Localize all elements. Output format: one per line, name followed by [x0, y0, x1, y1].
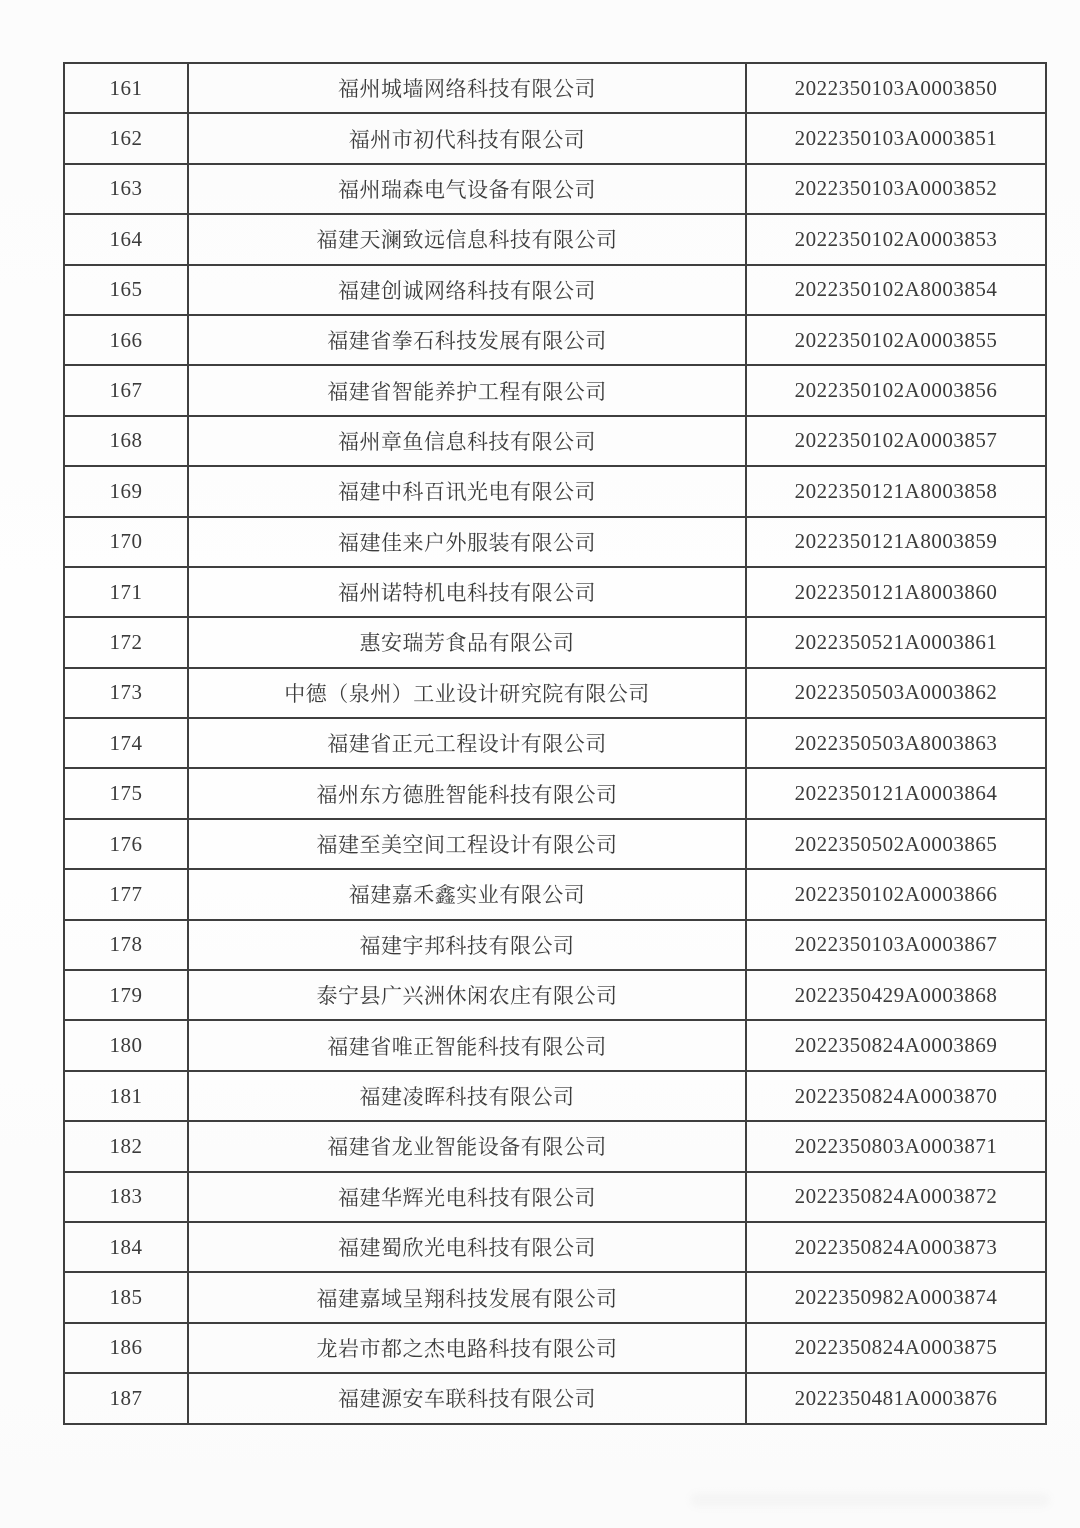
table-row — [64, 1020, 1046, 1070]
table-row — [64, 1373, 1046, 1423]
table-row — [64, 214, 1046, 264]
table-row — [64, 1172, 1046, 1222]
registration-code-cell: 2022350103A0003850 — [746, 63, 1046, 113]
row-index-cell: 180 — [64, 1020, 188, 1070]
row-index-cell: 161 — [64, 63, 188, 113]
registration-code-cell: 2022350521A0003861 — [746, 617, 1046, 667]
table-row — [64, 517, 1046, 567]
table-row — [64, 1121, 1046, 1171]
registration-code-cell: 2022350121A0003864 — [746, 768, 1046, 818]
row-index-cell: 162 — [64, 113, 188, 163]
row-index-cell: 164 — [64, 214, 188, 264]
registration-code-cell: 2022350103A0003867 — [746, 920, 1046, 970]
table-row — [64, 617, 1046, 667]
row-index-cell: 184 — [64, 1222, 188, 1272]
table-row — [64, 63, 1046, 113]
row-index-cell: 187 — [64, 1373, 188, 1423]
registration-code-cell: 2022350103A0003851 — [746, 113, 1046, 163]
row-index-cell: 182 — [64, 1121, 188, 1171]
registration-code-cell: 2022350102A8003854 — [746, 265, 1046, 315]
table-row — [64, 1071, 1046, 1121]
table-row — [64, 365, 1046, 415]
table-row — [64, 768, 1046, 818]
company-name-cell: 福州城墙网络科技有限公司 — [188, 63, 746, 113]
row-index-cell: 167 — [64, 365, 188, 415]
row-index-cell: 174 — [64, 718, 188, 768]
registration-code-cell: 2022350121A8003860 — [746, 567, 1046, 617]
row-index-cell: 173 — [64, 668, 188, 718]
row-index-cell: 183 — [64, 1172, 188, 1222]
company-registration-table — [63, 62, 1047, 1425]
row-index-cell: 172 — [64, 617, 188, 667]
company-name-cell: 福建省正元工程设计有限公司 — [188, 718, 746, 768]
registration-code-cell: 2022350121A8003859 — [746, 517, 1046, 567]
table-row — [64, 668, 1046, 718]
company-name-cell: 福州诺特机电科技有限公司 — [188, 567, 746, 617]
registration-code-cell: 2022350824A0003870 — [746, 1071, 1046, 1121]
table-row — [64, 164, 1046, 214]
company-name-cell: 福建省智能养护工程有限公司 — [188, 365, 746, 415]
company-name-cell: 福建天澜致远信息科技有限公司 — [188, 214, 746, 264]
company-name-cell: 福建创诚网络科技有限公司 — [188, 265, 746, 315]
registration-code-cell: 2022350102A0003856 — [746, 365, 1046, 415]
registration-code-cell: 2022350803A0003871 — [746, 1121, 1046, 1171]
row-index-cell: 175 — [64, 768, 188, 818]
table-row — [64, 1323, 1046, 1373]
company-name-cell: 福州市初代科技有限公司 — [188, 113, 746, 163]
company-name-cell: 福建中科百讯光电有限公司 — [188, 466, 746, 516]
registration-code-cell: 2022350102A0003857 — [746, 416, 1046, 466]
company-name-cell: 福建嘉域呈翔科技发展有限公司 — [188, 1272, 746, 1322]
row-index-cell: 178 — [64, 920, 188, 970]
registration-code-cell: 2022350502A0003865 — [746, 819, 1046, 869]
row-index-cell: 185 — [64, 1272, 188, 1322]
table-body — [64, 63, 1046, 1424]
table-row — [64, 920, 1046, 970]
table-row — [64, 1222, 1046, 1272]
table-row — [64, 265, 1046, 315]
registration-code-cell: 2022350824A0003872 — [746, 1172, 1046, 1222]
registration-code-cell: 2022350103A0003852 — [746, 164, 1046, 214]
company-name-cell: 福建佳来户外服装有限公司 — [188, 517, 746, 567]
registration-code-cell: 2022350121A8003858 — [746, 466, 1046, 516]
table-row — [64, 970, 1046, 1020]
company-name-cell: 福建凌晖科技有限公司 — [188, 1071, 746, 1121]
row-index-cell: 186 — [64, 1323, 188, 1373]
table-row — [64, 315, 1046, 365]
company-name-cell: 福州章鱼信息科技有限公司 — [188, 416, 746, 466]
row-index-cell: 166 — [64, 315, 188, 365]
company-name-cell: 福州瑞森电气设备有限公司 — [188, 164, 746, 214]
company-name-cell: 福建省拳石科技发展有限公司 — [188, 315, 746, 365]
table-row — [64, 819, 1046, 869]
company-name-cell: 泰宁县广兴洲休闲农庄有限公司 — [188, 970, 746, 1020]
row-index-cell: 177 — [64, 869, 188, 919]
table-row — [64, 113, 1046, 163]
company-name-cell: 福建蜀欣光电科技有限公司 — [188, 1222, 746, 1272]
row-index-cell: 169 — [64, 466, 188, 516]
company-name-cell: 龙岩市都之杰电路科技有限公司 — [188, 1323, 746, 1373]
registration-code-cell: 2022350102A0003853 — [746, 214, 1046, 264]
registration-code-cell: 2022350102A0003855 — [746, 315, 1046, 365]
company-name-cell: 福州东方德胜智能科技有限公司 — [188, 768, 746, 818]
table-row — [64, 567, 1046, 617]
registration-code-cell: 2022350481A0003876 — [746, 1373, 1046, 1423]
row-index-cell: 171 — [64, 567, 188, 617]
registration-code-cell: 2022350429A0003868 — [746, 970, 1046, 1020]
company-name-cell: 福建省龙业智能设备有限公司 — [188, 1121, 746, 1171]
company-name-cell: 福建嘉禾鑫实业有限公司 — [188, 869, 746, 919]
company-name-cell: 福建宇邦科技有限公司 — [188, 920, 746, 970]
registration-code-cell: 2022350102A0003866 — [746, 869, 1046, 919]
table-row — [64, 1272, 1046, 1322]
row-index-cell: 179 — [64, 970, 188, 1020]
registration-code-cell: 2022350824A0003869 — [746, 1020, 1046, 1070]
row-index-cell: 181 — [64, 1071, 188, 1121]
row-index-cell: 168 — [64, 416, 188, 466]
row-index-cell: 165 — [64, 265, 188, 315]
registration-code-cell: 2022350824A0003875 — [746, 1323, 1046, 1373]
table-row — [64, 718, 1046, 768]
company-name-cell: 中德（泉州）工业设计研究院有限公司 — [188, 668, 746, 718]
registration-code-cell: 2022350503A0003862 — [746, 668, 1046, 718]
row-index-cell: 163 — [64, 164, 188, 214]
table-row — [64, 869, 1046, 919]
row-index-cell: 176 — [64, 819, 188, 869]
company-name-cell: 福建至美空间工程设计有限公司 — [188, 819, 746, 869]
company-name-cell: 福建省唯正智能科技有限公司 — [188, 1020, 746, 1070]
registration-code-cell: 2022350503A8003863 — [746, 718, 1046, 768]
company-name-cell: 福建源安车联科技有限公司 — [188, 1373, 746, 1423]
table-row — [64, 466, 1046, 516]
row-index-cell: 170 — [64, 517, 188, 567]
faint-watermark — [690, 1493, 1050, 1507]
table-row — [64, 416, 1046, 466]
company-name-cell: 惠安瑞芳食品有限公司 — [188, 617, 746, 667]
registration-code-cell: 2022350982A0003874 — [746, 1272, 1046, 1322]
registration-code-cell: 2022350824A0003873 — [746, 1222, 1046, 1272]
company-name-cell: 福建华辉光电科技有限公司 — [188, 1172, 746, 1222]
